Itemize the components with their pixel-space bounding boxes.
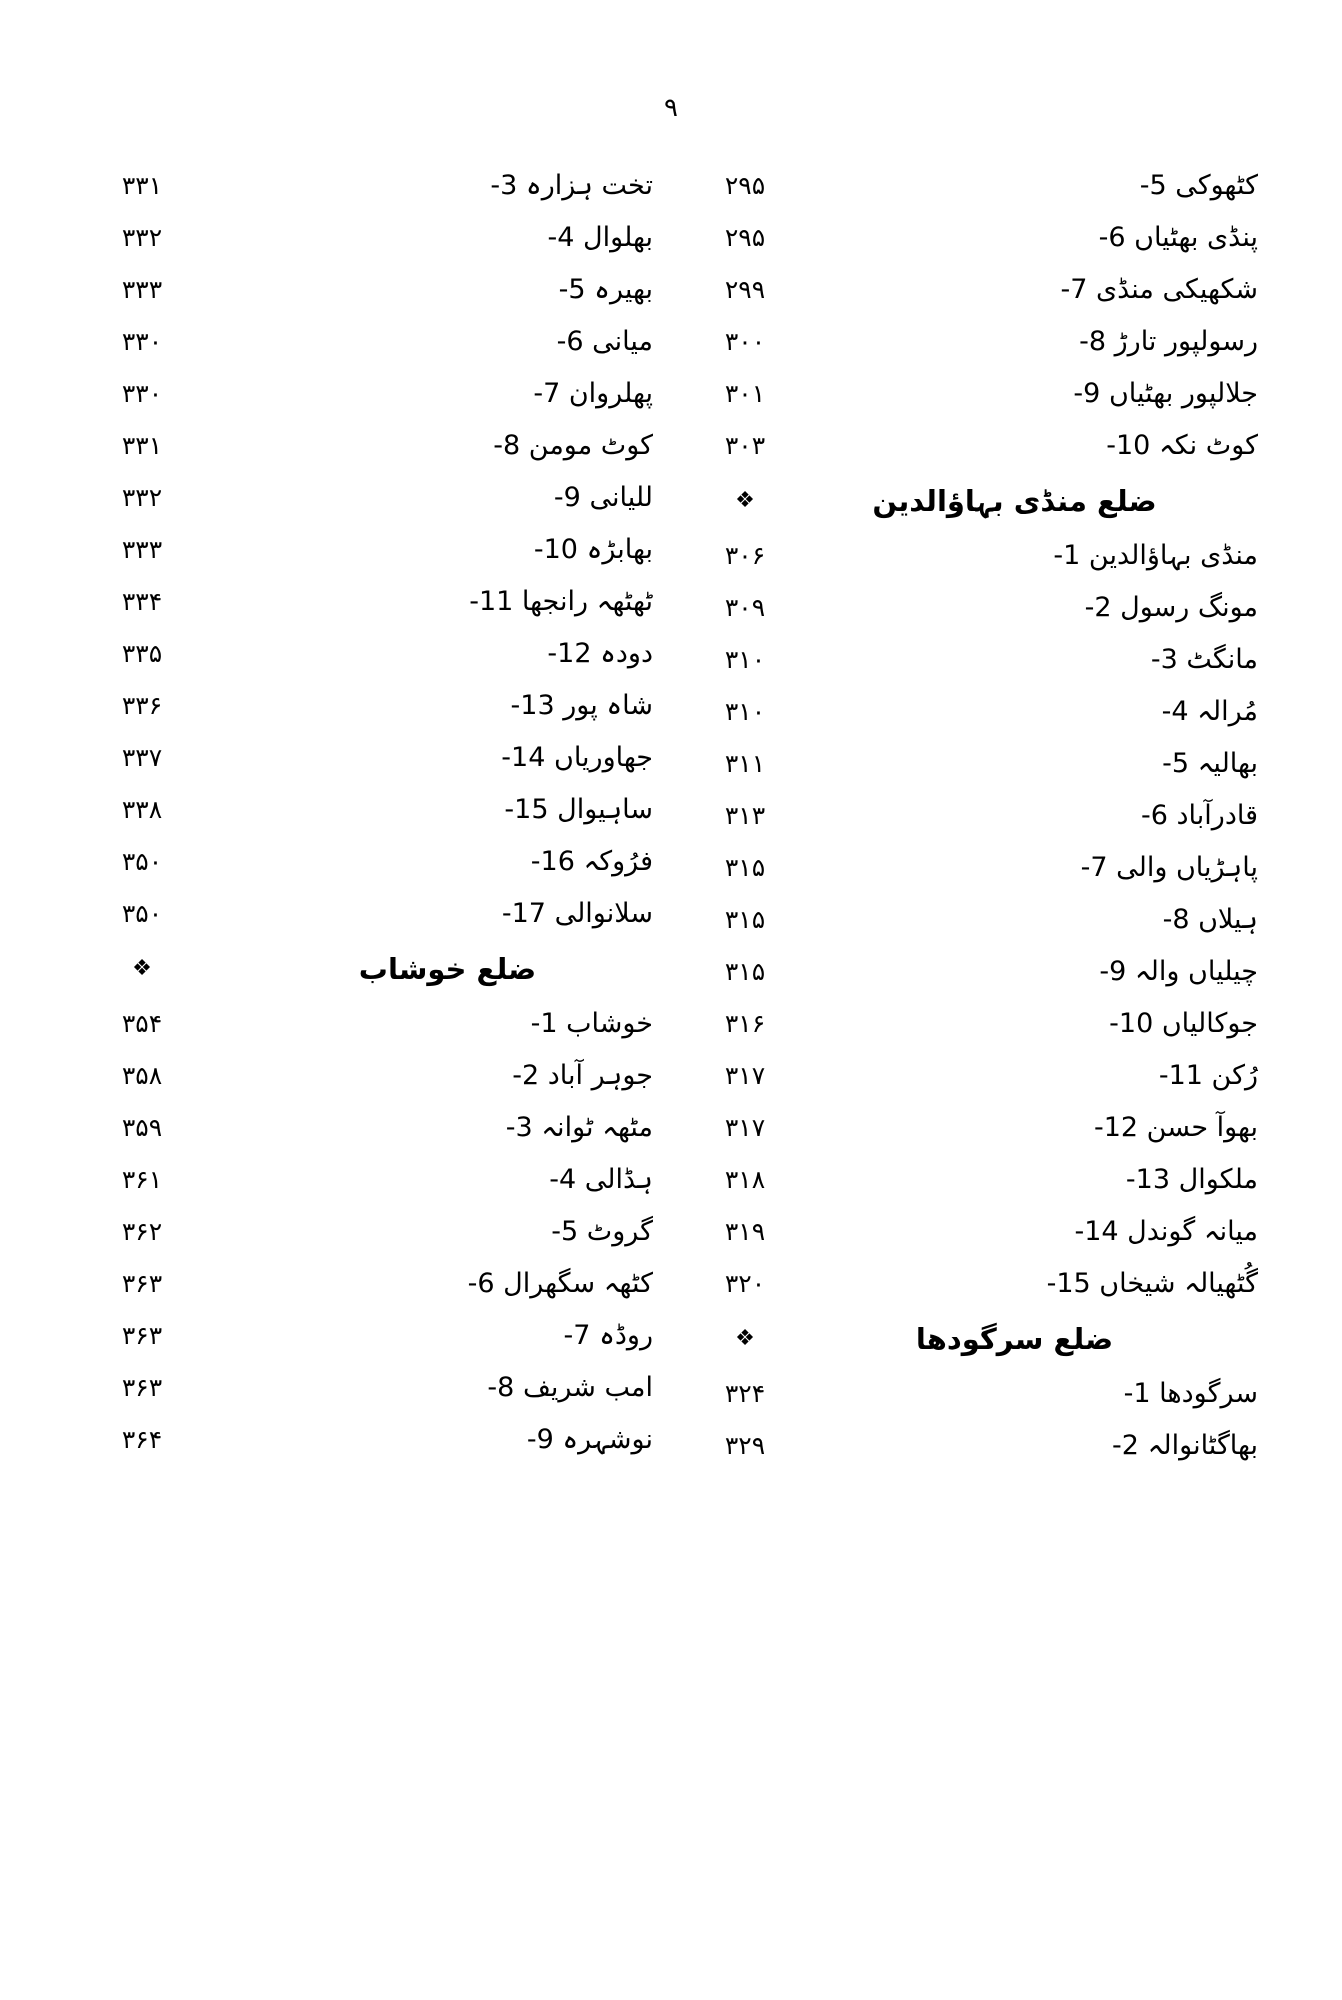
toc-entry-page: ۳۱۵ xyxy=(724,905,766,934)
toc-entry-page: ۳۳۱ xyxy=(121,171,163,200)
toc-entry-title: کٹھوکی 5- xyxy=(1139,170,1258,201)
toc-entry-title: ہڈالی 4- xyxy=(549,1164,653,1195)
toc-entry-page: ۳۱۵ xyxy=(724,853,766,882)
toc-entry-page: ۳۶۳ xyxy=(121,1269,163,1298)
toc-entry-row[interactable] xyxy=(685,1050,1258,1102)
toc-entry-title: کٹھہ سگھرال 6- xyxy=(467,1268,653,1299)
toc-entry-page: ۳۵۰ xyxy=(121,847,163,876)
toc-entry-row[interactable] xyxy=(82,1050,653,1102)
toc-entry-row[interactable] xyxy=(685,420,1258,472)
toc-entry-page: ۳۳۵ xyxy=(121,639,163,668)
toc-entry-row[interactable] xyxy=(685,998,1258,1050)
toc-entry-page: ۳۰۶ xyxy=(724,541,766,570)
toc-entry-row[interactable] xyxy=(685,790,1258,842)
toc-entry-title: شاہ پور 13- xyxy=(510,690,653,721)
toc-entry-title: پنڈی بھٹیاں 6- xyxy=(1098,222,1258,253)
toc-entry-title: شکھیکی منڈی 7- xyxy=(1060,274,1258,305)
section-bullet-icon: ❖ xyxy=(735,488,755,513)
toc-entry-title: بھیرہ 5- xyxy=(558,274,653,305)
toc-entry-row[interactable] xyxy=(685,1154,1258,1206)
toc-entry-row[interactable] xyxy=(685,530,1258,582)
toc-entry-row[interactable] xyxy=(685,1368,1258,1420)
toc-section-heading xyxy=(82,940,653,998)
toc-entry-page: ۳۶۱ xyxy=(121,1165,163,1194)
toc-section-title: ضلع خوشاب xyxy=(358,952,537,986)
toc-entry-row[interactable] xyxy=(82,836,653,888)
toc-entry-page: ۳۱۱ xyxy=(724,749,766,778)
toc-entry-title: مانگٹ 3- xyxy=(1150,644,1258,675)
toc-entry-page: ۲۹۵ xyxy=(724,223,766,252)
toc-entry-title: جھاوریاں 14- xyxy=(501,742,653,773)
toc-entry-row[interactable] xyxy=(82,472,653,524)
toc-entry-row[interactable] xyxy=(685,946,1258,998)
toc-entry-page: ۳۳۲ xyxy=(121,483,163,512)
toc-column-left xyxy=(62,160,671,1472)
toc-entry-row[interactable] xyxy=(685,368,1258,420)
toc-entry-title: میانہ گوندل 14- xyxy=(1074,1216,1258,1247)
toc-entry-row[interactable] xyxy=(685,1420,1258,1472)
toc-entry-title: چیلیاں والہ 9- xyxy=(1099,956,1258,987)
toc-entry-row[interactable] xyxy=(82,732,653,784)
toc-entry-row[interactable] xyxy=(685,264,1258,316)
toc-entry-row[interactable] xyxy=(82,420,653,472)
toc-entry-title: کوٹ نکہ 10- xyxy=(1106,430,1258,461)
toc-section-title: ضلع منڈی بہاؤالدین xyxy=(872,484,1157,518)
toc-entry-page: ۳۳۳ xyxy=(121,275,163,304)
toc-columns xyxy=(62,160,1280,1472)
toc-entry-page: ۳۰۱ xyxy=(724,379,766,408)
toc-entry-page: ۳۳۶ xyxy=(121,691,163,720)
toc-entry-title: دودہ 12- xyxy=(547,638,653,669)
toc-entry-page: ۳۱۵ xyxy=(724,957,766,986)
section-bullet-icon: ❖ xyxy=(132,956,152,981)
toc-entry-page: ۳۵۹ xyxy=(121,1113,163,1142)
toc-entry-page: ۳۶۳ xyxy=(121,1321,163,1350)
toc-entry-page: ۳۳۸ xyxy=(121,795,163,824)
toc-entry-row[interactable] xyxy=(82,1414,653,1466)
toc-entry-row[interactable] xyxy=(82,576,653,628)
toc-entry-title: رُکن 11- xyxy=(1158,1060,1258,1091)
toc-entry-title: گروٹ 5- xyxy=(551,1216,653,1247)
toc-entry-title: رسولپور تارڑ 8- xyxy=(1079,326,1258,357)
toc-entry-page: ۳۰۹ xyxy=(724,593,766,622)
toc-entry-row[interactable] xyxy=(685,686,1258,738)
toc-entry-title: بھوآ حسن 12- xyxy=(1093,1112,1258,1143)
toc-entry-title: قادرآباد 6- xyxy=(1141,800,1258,831)
toc-entry-row[interactable] xyxy=(82,1206,653,1258)
toc-entry-page: ۳۱۳ xyxy=(724,801,766,830)
toc-entry-page: ۳۶۳ xyxy=(121,1373,163,1402)
toc-entry-page: ۳۳۲ xyxy=(121,223,163,252)
toc-entry-row[interactable] xyxy=(82,212,653,264)
toc-entry-page: ۳۱۷ xyxy=(724,1113,766,1142)
toc-entry-title: ہیلاں 8- xyxy=(1162,904,1258,935)
toc-entry-title: ساہیوال 15- xyxy=(504,794,653,825)
toc-entry-page: ۳۳۰ xyxy=(121,327,163,356)
toc-entry-page: ۳۳۱ xyxy=(121,431,163,460)
toc-entry-title: بھالیہ 5- xyxy=(1162,748,1258,779)
toc-entry-title: جوہر آباد 2- xyxy=(512,1060,653,1091)
toc-entry-row[interactable] xyxy=(82,160,653,212)
toc-entry-row[interactable] xyxy=(82,1102,653,1154)
toc-entry-row[interactable] xyxy=(82,680,653,732)
toc-entry-title: ٹھٹھہ رانجھا 11- xyxy=(469,586,653,617)
toc-entry-title: مٹھہ ٹوانہ 3- xyxy=(505,1112,653,1143)
toc-entry-page: ۳۱۸ xyxy=(724,1165,766,1194)
toc-entry-row[interactable] xyxy=(82,1362,653,1414)
toc-entry-row[interactable] xyxy=(82,888,653,940)
toc-entry-row[interactable] xyxy=(685,634,1258,686)
toc-entry-title: خوشاب 1- xyxy=(530,1008,653,1039)
toc-entry-title: گُٹھیالہ شیخاں 15- xyxy=(1046,1268,1258,1299)
section-bullet-icon: ❖ xyxy=(735,1326,755,1351)
toc-entry-page: ۳۰۳ xyxy=(724,431,766,460)
toc-entry-title: میانی 6- xyxy=(556,326,653,357)
toc-entry-page: ۳۳۰ xyxy=(121,379,163,408)
toc-entry-row[interactable] xyxy=(82,998,653,1050)
toc-entry-row[interactable] xyxy=(82,628,653,680)
toc-entry-page: ۳۳۴ xyxy=(121,587,163,616)
toc-entry-page: ۳۳۳ xyxy=(121,535,163,564)
toc-entry-title: سلانوالی 17- xyxy=(501,898,653,929)
toc-entry-row[interactable] xyxy=(685,1102,1258,1154)
toc-column-right xyxy=(671,160,1280,1472)
toc-entry-title: تخت ہزارہ 3- xyxy=(490,170,653,201)
toc-entry-title: کوٹ مومن 8- xyxy=(493,430,653,461)
toc-entry-title: ملکوال 13- xyxy=(1125,1164,1258,1195)
toc-entry-row[interactable] xyxy=(82,368,653,420)
page-number: ۹ xyxy=(664,93,678,123)
toc-entry-page: ۳۰۰ xyxy=(724,327,766,356)
toc-entry-title: امب شریف 8- xyxy=(487,1372,653,1403)
toc-entry-title: پاہڑیاں والی 7- xyxy=(1080,852,1258,883)
toc-entry-row[interactable] xyxy=(82,264,653,316)
toc-entry-row[interactable] xyxy=(82,1310,653,1362)
toc-entry-row[interactable] xyxy=(82,524,653,576)
toc-entry-row[interactable] xyxy=(82,1258,653,1310)
toc-entry-page: ۳۳۷ xyxy=(121,743,163,772)
toc-entry-page: ۲۹۹ xyxy=(724,275,766,304)
toc-entry-page: ۳۵۴ xyxy=(121,1009,163,1038)
toc-entry-page: ۳۱۶ xyxy=(724,1009,766,1038)
toc-entry-page: ۳۱۰ xyxy=(724,697,766,726)
toc-entry-title: جوکالیاں 10- xyxy=(1109,1008,1258,1039)
toc-entry-row[interactable] xyxy=(685,1206,1258,1258)
toc-section-title: ضلع سرگودھا xyxy=(915,1322,1114,1356)
toc-entry-page: ۳۲۰ xyxy=(724,1269,766,1298)
toc-entry-row[interactable] xyxy=(685,894,1258,946)
toc-entry-title: جلالپور بھٹیاں 9- xyxy=(1073,378,1258,409)
toc-section-heading xyxy=(685,1310,1258,1368)
toc-entry-row[interactable] xyxy=(82,784,653,836)
toc-entry-title: بھلوال 4- xyxy=(547,222,653,253)
toc-entry-page: ۳۶۴ xyxy=(121,1425,163,1454)
toc-entry-page: ۳۱۹ xyxy=(724,1217,766,1246)
toc-entry-row[interactable] xyxy=(685,1258,1258,1310)
toc-entry-title: مُرالہ 4- xyxy=(1161,696,1258,727)
toc-entry-row[interactable] xyxy=(685,160,1258,212)
toc-entry-row[interactable] xyxy=(82,1154,653,1206)
toc-entry-row[interactable] xyxy=(685,316,1258,368)
toc-entry-title: سرگودھا 1- xyxy=(1123,1378,1258,1409)
toc-entry-page: ۲۹۵ xyxy=(724,171,766,200)
toc-entry-title: فرُوکہ 16- xyxy=(530,846,653,877)
toc-entry-row[interactable] xyxy=(685,842,1258,894)
toc-entry-row[interactable] xyxy=(685,582,1258,634)
toc-entry-title: منڈی بہاؤالدین 1- xyxy=(1053,540,1258,571)
toc-entry-row[interactable] xyxy=(82,316,653,368)
toc-entry-page: ۳۲۴ xyxy=(724,1379,766,1408)
toc-entry-row[interactable] xyxy=(685,212,1258,264)
toc-entry-page: ۳۵۸ xyxy=(121,1061,163,1090)
toc-entry-page: ۳۱۷ xyxy=(724,1061,766,1090)
toc-entry-title: پھلروان 7- xyxy=(533,378,653,409)
toc-entry-page: ۳۲۹ xyxy=(724,1431,766,1460)
toc-entry-page: ۳۶۲ xyxy=(121,1217,163,1246)
toc-entry-title: بھابڑہ 10- xyxy=(533,534,653,565)
toc-entry-page: ۳۵۰ xyxy=(121,899,163,928)
toc-entry-title: بھاگٹانوالہ 2- xyxy=(1112,1430,1258,1461)
toc-entry-title: للیانی 9- xyxy=(553,482,653,513)
toc-entry-title: مونگ رسول 2- xyxy=(1084,592,1258,623)
toc-entry-row[interactable] xyxy=(685,738,1258,790)
toc-entry-title: روڈہ 7- xyxy=(563,1320,653,1351)
toc-entry-title: نوشہرہ 9- xyxy=(526,1424,653,1455)
toc-section-heading xyxy=(685,472,1258,530)
toc-entry-page: ۳۱۰ xyxy=(724,645,766,674)
